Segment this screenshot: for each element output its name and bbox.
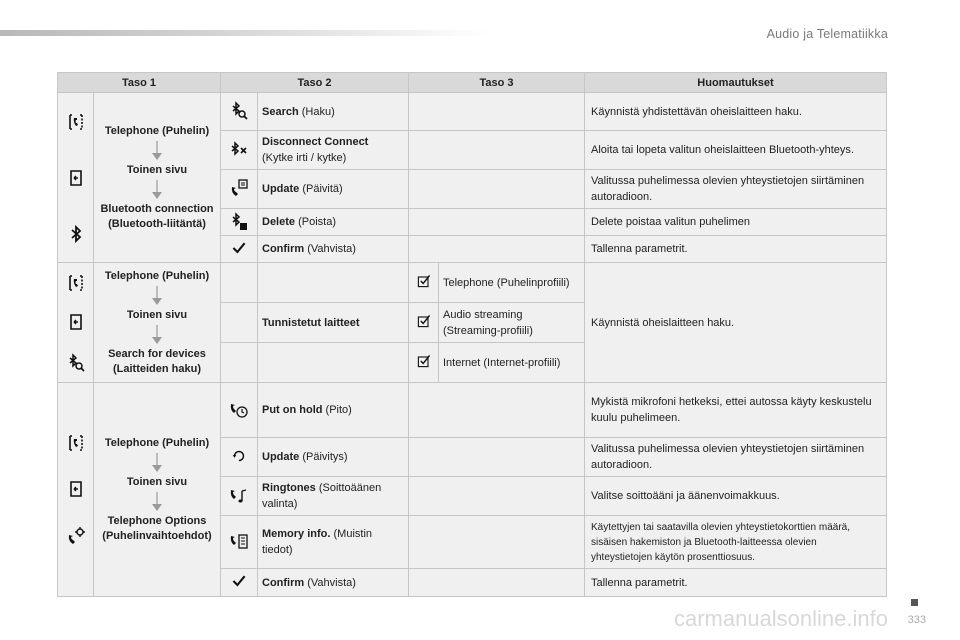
- arrow-down-icon: [151, 180, 163, 200]
- table-row: [58, 93, 887, 131]
- level3-item: Audio streaming (Streaming-profiili): [439, 303, 585, 343]
- level1-label: Search for devices (Laitteiden haku): [108, 347, 206, 375]
- bluetooth-icon: [66, 224, 86, 244]
- refresh-icon: [230, 447, 248, 465]
- level1-path: [94, 263, 221, 383]
- level2-item: Disconnect Connect (Kytke irti / kytke): [258, 131, 409, 170]
- phone-hold-icon: [229, 399, 249, 419]
- table-header-row: [58, 73, 887, 93]
- checkbox-icon: [416, 313, 432, 329]
- level2-item: Update (Päivitä): [258, 170, 409, 209]
- remark: Käynnistä yhdistettävän oheislaitteen haku.: [585, 93, 887, 131]
- level1-path: [94, 383, 221, 597]
- arrow-down-icon: [151, 141, 163, 161]
- phone-update-icon: [229, 178, 249, 198]
- section-title: Audio ja Telematiikka: [766, 27, 888, 41]
- table-row: [58, 263, 887, 303]
- arrow-down-icon: [151, 453, 163, 473]
- remark: Delete poistaa valitun puhelimen: [585, 209, 887, 236]
- page-icon: [66, 168, 86, 188]
- phone-menu-icon: [66, 433, 86, 453]
- level1-label: Telephone (Puhelin): [104, 124, 210, 137]
- check-icon: [231, 573, 247, 589]
- level1-label: Telephone (Puhelin): [104, 436, 210, 449]
- level1-icons: [58, 263, 94, 383]
- level2-item: Tunnistetut laitteet: [258, 303, 409, 343]
- level2-item: Ringtones (Soittoäänen valinta): [258, 477, 409, 516]
- column-header-notes: Huomautukset: [585, 73, 887, 93]
- remark: Tallenna parametrit.: [585, 569, 887, 597]
- check-icon: [231, 240, 247, 256]
- level1-icons: [58, 383, 94, 597]
- phone-menu-icon: [66, 273, 86, 293]
- header-bar: [0, 30, 490, 36]
- level1-label: Bluetooth connection (Bluetooth-liitäntä): [100, 202, 214, 230]
- level1-label: Toinen sivu: [126, 475, 188, 488]
- bluetooth-delete-icon: [229, 211, 249, 231]
- level2-item: Delete (Poista): [258, 209, 409, 236]
- page-number: 333: [907, 614, 926, 626]
- page-marker: [911, 599, 918, 606]
- bluetooth-search-icon: [66, 352, 86, 372]
- ringtone-icon: [229, 485, 249, 505]
- table-row: [58, 383, 887, 438]
- arrow-down-icon: [151, 325, 163, 345]
- remark: Tallenna parametrit.: [585, 236, 887, 263]
- remark: Mykistä mikrofoni hetkeksi, ettei autossa käyty keskustelu kuulu puhelimeen.: [585, 383, 887, 438]
- remark: Valitussa puhelimessa olevien yhteystietojen siirtäminen autoradioon.: [585, 438, 887, 477]
- level3-item: Internet (Internet-profiili): [439, 343, 585, 383]
- checkbox-icon: [416, 353, 432, 369]
- level1-icons: [58, 93, 94, 263]
- column-header-level3: Taso 3: [409, 73, 585, 93]
- level3-item: Telephone (Puhelinprofiili): [439, 263, 585, 303]
- level2-item: Update (Päivitys): [258, 438, 409, 477]
- remark: Valitse soittoääni ja äänenvoimakkuus.: [585, 477, 887, 516]
- bluetooth-search-icon: [229, 100, 249, 120]
- remark: Käynnistä oheislaitteen haku.: [585, 263, 887, 383]
- level1-path: [94, 93, 221, 263]
- page-icon: [66, 312, 86, 332]
- remark: Aloita tai lopeta valitun oheislaitteen Bluetooth-yhteys.: [585, 131, 887, 170]
- level2-item: Search (Haku): [258, 93, 409, 131]
- watermark: carmanualsonline.info: [673, 606, 888, 631]
- memory-icon: [229, 531, 249, 551]
- level2-item: Put on hold (Pito): [258, 383, 409, 438]
- menu-table: [57, 72, 887, 597]
- level1-label: Telephone (Puhelin): [104, 269, 210, 282]
- level1-label: Toinen sivu: [126, 308, 188, 321]
- phone-menu-icon: [66, 112, 86, 132]
- bluetooth-disconnect-icon: [229, 139, 249, 159]
- checkbox-icon: [416, 273, 432, 289]
- remark: Valitussa puhelimessa olevien yhteystietojen siirtäminen autoradioon.: [585, 170, 887, 209]
- level2-item: Memory info. (Muistin tiedot): [258, 516, 409, 569]
- column-header-level2: Taso 2: [221, 73, 409, 93]
- column-header-level1: Taso 1: [58, 73, 221, 93]
- level2-item: Confirm (Vahvista): [258, 236, 409, 263]
- level2-item: Confirm (Vahvista): [258, 569, 409, 597]
- level1-label: Toinen sivu: [126, 163, 188, 176]
- page-icon: [66, 479, 86, 499]
- arrow-down-icon: [151, 286, 163, 306]
- remark: Käytettyjen tai saatavilla olevien yhteystietokorttien määrä, sisäisen hakemiston ja Bluetooth-laitteessa olevien yhteystietojen käytön prosenttiosuus.: [585, 516, 887, 569]
- level1-label: Telephone Options (Puhelinvaihtoehdot): [102, 514, 212, 542]
- phone-options-icon: [66, 526, 86, 546]
- arrow-down-icon: [151, 492, 163, 512]
